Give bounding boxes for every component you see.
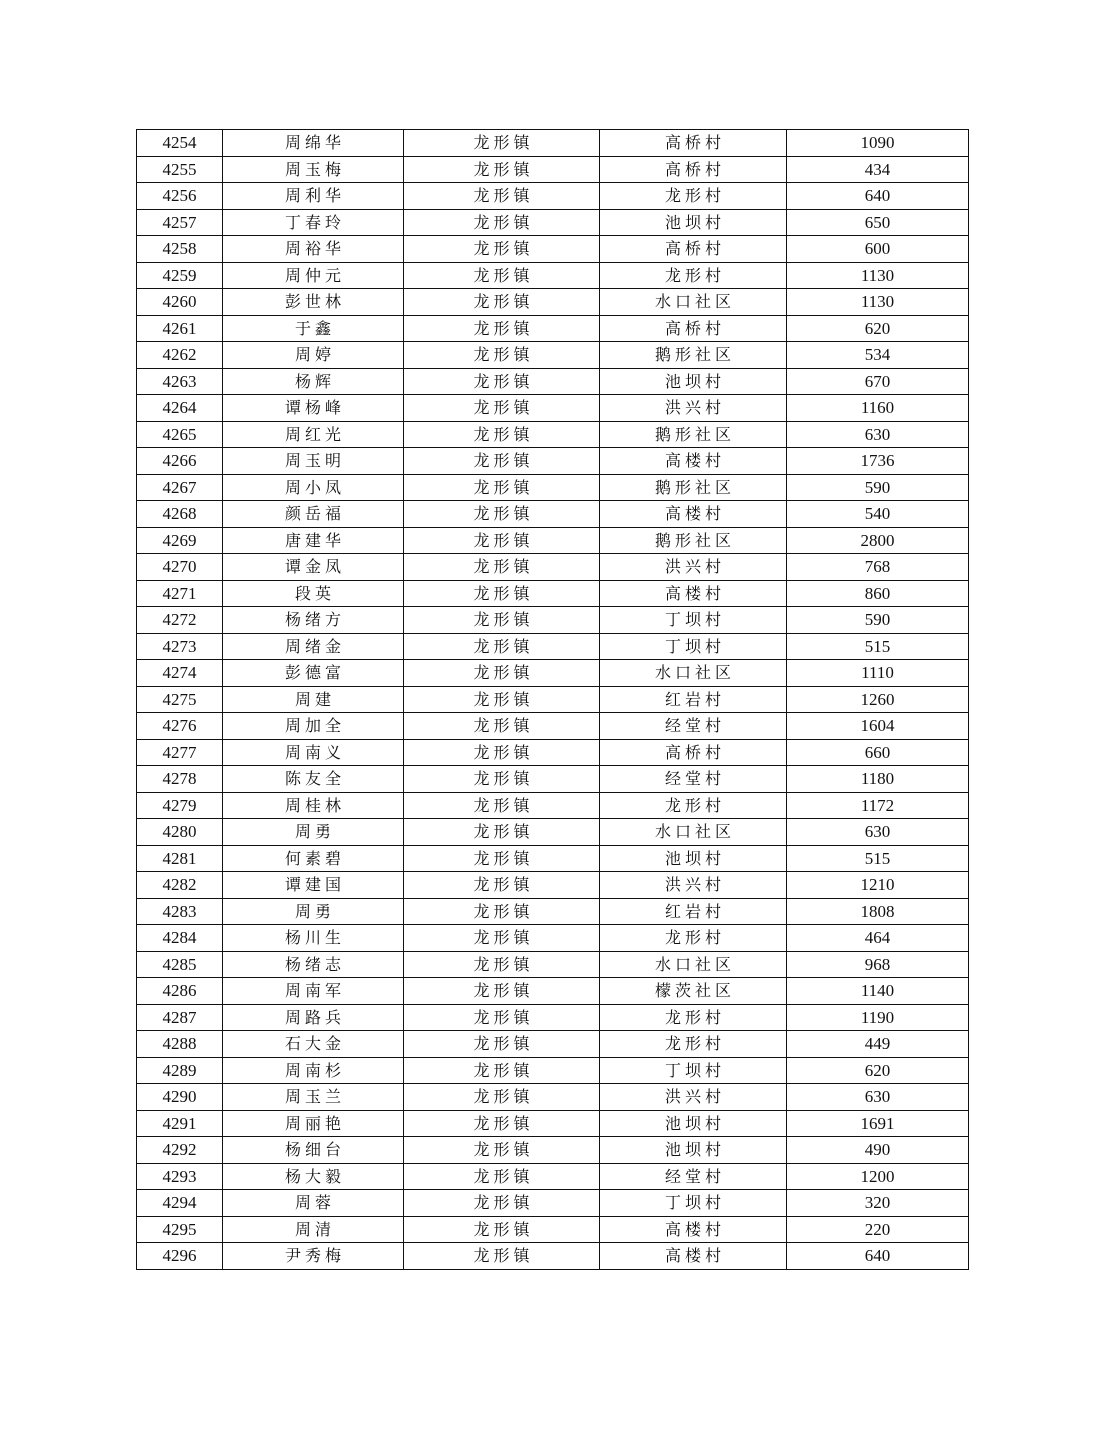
cell-village: 檬茨社区	[600, 978, 787, 1005]
cell-town: 龙形镇	[404, 925, 600, 952]
cell-amount: 1160	[787, 395, 969, 422]
cell-name: 周桂林	[223, 792, 404, 819]
cell-town: 龙形镇	[404, 845, 600, 872]
cell-village: 洪兴村	[600, 395, 787, 422]
cell-amount: 320	[787, 1190, 969, 1217]
cell-name: 周绪金	[223, 633, 404, 660]
cell-village: 丁坝村	[600, 1057, 787, 1084]
cell-town: 龙形镇	[404, 130, 600, 157]
table-row	[137, 951, 969, 978]
cell-town: 龙形镇	[404, 554, 600, 581]
cell-index: 4273	[137, 633, 223, 660]
cell-amount: 1140	[787, 978, 969, 1005]
cell-amount: 434	[787, 156, 969, 183]
cell-village: 高楼村	[600, 448, 787, 475]
cell-village: 丁坝村	[600, 607, 787, 634]
cell-town: 龙形镇	[404, 607, 600, 634]
cell-name: 谭金凤	[223, 554, 404, 581]
cell-index: 4255	[137, 156, 223, 183]
cell-index: 4293	[137, 1163, 223, 1190]
cell-town: 龙形镇	[404, 395, 600, 422]
cell-amount: 1604	[787, 713, 969, 740]
cell-name: 杨川生	[223, 925, 404, 952]
cell-town: 龙形镇	[404, 660, 600, 687]
table-row	[137, 1057, 969, 1084]
cell-town: 龙形镇	[404, 1110, 600, 1137]
cell-name: 谭建国	[223, 872, 404, 899]
cell-amount: 449	[787, 1031, 969, 1058]
cell-town: 龙形镇	[404, 262, 600, 289]
cell-village: 高楼村	[600, 501, 787, 528]
cell-village: 水口社区	[600, 660, 787, 687]
table-row	[137, 607, 969, 634]
cell-amount: 590	[787, 607, 969, 634]
table-row	[137, 262, 969, 289]
cell-village: 丁坝村	[600, 633, 787, 660]
cell-index: 4276	[137, 713, 223, 740]
cell-town: 龙形镇	[404, 766, 600, 793]
table-row	[137, 209, 969, 236]
cell-village: 高桥村	[600, 739, 787, 766]
cell-name: 周利华	[223, 183, 404, 210]
table-row	[137, 342, 969, 369]
cell-name: 周玉明	[223, 448, 404, 475]
cell-index: 4269	[137, 527, 223, 554]
cell-name: 周勇	[223, 898, 404, 925]
cell-index: 4265	[137, 421, 223, 448]
cell-village: 经堂村	[600, 766, 787, 793]
cell-index: 4254	[137, 130, 223, 157]
cell-village: 高楼村	[600, 1216, 787, 1243]
cell-amount: 1210	[787, 872, 969, 899]
cell-name: 杨大毅	[223, 1163, 404, 1190]
cell-town: 龙形镇	[404, 474, 600, 501]
cell-village: 龙形村	[600, 925, 787, 952]
cell-index: 4263	[137, 368, 223, 395]
cell-name: 彭德富	[223, 660, 404, 687]
table-row	[137, 1137, 969, 1164]
cell-name: 周路兵	[223, 1004, 404, 1031]
table-row	[137, 766, 969, 793]
cell-village: 水口社区	[600, 289, 787, 316]
cell-town: 龙形镇	[404, 580, 600, 607]
table-row	[137, 1031, 969, 1058]
cell-town: 龙形镇	[404, 1163, 600, 1190]
cell-name: 唐建华	[223, 527, 404, 554]
cell-amount: 768	[787, 554, 969, 581]
cell-index: 4285	[137, 951, 223, 978]
table-row	[137, 501, 969, 528]
cell-amount: 1090	[787, 130, 969, 157]
cell-amount: 220	[787, 1216, 969, 1243]
cell-village: 经堂村	[600, 713, 787, 740]
cell-town: 龙形镇	[404, 872, 600, 899]
cell-name: 谭杨峰	[223, 395, 404, 422]
cell-name: 周丽艳	[223, 1110, 404, 1137]
cell-amount: 630	[787, 1084, 969, 1111]
table-row	[137, 819, 969, 846]
cell-town: 龙形镇	[404, 156, 600, 183]
table-row	[137, 474, 969, 501]
table-row	[137, 315, 969, 342]
cell-village: 池坝村	[600, 1110, 787, 1137]
cell-village: 洪兴村	[600, 872, 787, 899]
cell-village: 水口社区	[600, 819, 787, 846]
table-row	[137, 1163, 969, 1190]
cell-town: 龙形镇	[404, 1137, 600, 1164]
cell-town: 龙形镇	[404, 1190, 600, 1217]
table-row	[137, 713, 969, 740]
cell-amount: 534	[787, 342, 969, 369]
cell-village: 龙形村	[600, 792, 787, 819]
cell-amount: 590	[787, 474, 969, 501]
table-body	[137, 130, 969, 1270]
cell-name: 周清	[223, 1216, 404, 1243]
cell-name: 石大金	[223, 1031, 404, 1058]
cell-name: 周蓉	[223, 1190, 404, 1217]
table-row	[137, 1084, 969, 1111]
cell-village: 高桥村	[600, 156, 787, 183]
cell-amount: 1172	[787, 792, 969, 819]
cell-index: 4294	[137, 1190, 223, 1217]
cell-index: 4278	[137, 766, 223, 793]
cell-name: 周绵华	[223, 130, 404, 157]
cell-index: 4262	[137, 342, 223, 369]
cell-index: 4289	[137, 1057, 223, 1084]
cell-village: 龙形村	[600, 183, 787, 210]
cell-amount: 968	[787, 951, 969, 978]
cell-town: 龙形镇	[404, 819, 600, 846]
cell-amount: 1260	[787, 686, 969, 713]
cell-amount: 1736	[787, 448, 969, 475]
cell-index: 4282	[137, 872, 223, 899]
cell-name: 周建	[223, 686, 404, 713]
table-row	[137, 686, 969, 713]
cell-village: 鹅形社区	[600, 342, 787, 369]
cell-name: 丁春玲	[223, 209, 404, 236]
cell-town: 龙形镇	[404, 501, 600, 528]
cell-town: 龙形镇	[404, 1084, 600, 1111]
table-row	[137, 156, 969, 183]
cell-town: 龙形镇	[404, 315, 600, 342]
cell-name: 周仲元	[223, 262, 404, 289]
cell-village: 龙形村	[600, 262, 787, 289]
table-row	[137, 739, 969, 766]
cell-amount: 650	[787, 209, 969, 236]
cell-index: 4296	[137, 1243, 223, 1270]
cell-amount: 640	[787, 1243, 969, 1270]
cell-name: 周红光	[223, 421, 404, 448]
cell-village: 洪兴村	[600, 554, 787, 581]
cell-index: 4275	[137, 686, 223, 713]
table-row	[137, 792, 969, 819]
cell-town: 龙形镇	[404, 951, 600, 978]
cell-village: 经堂村	[600, 1163, 787, 1190]
cell-village: 高楼村	[600, 580, 787, 607]
cell-index: 4281	[137, 845, 223, 872]
cell-town: 龙形镇	[404, 289, 600, 316]
cell-village: 洪兴村	[600, 1084, 787, 1111]
cell-name: 陈友全	[223, 766, 404, 793]
cell-name: 杨辉	[223, 368, 404, 395]
table-row	[137, 183, 969, 210]
cell-index: 4259	[137, 262, 223, 289]
cell-index: 4257	[137, 209, 223, 236]
cell-amount: 515	[787, 633, 969, 660]
cell-village: 鹅形社区	[600, 527, 787, 554]
cell-name: 于鑫	[223, 315, 404, 342]
cell-village: 池坝村	[600, 368, 787, 395]
cell-town: 龙形镇	[404, 368, 600, 395]
cell-village: 龙形村	[600, 1031, 787, 1058]
table-row	[137, 527, 969, 554]
cell-village: 池坝村	[600, 209, 787, 236]
cell-amount: 1110	[787, 660, 969, 687]
cell-name: 周勇	[223, 819, 404, 846]
cell-name: 彭世林	[223, 289, 404, 316]
cell-index: 4290	[137, 1084, 223, 1111]
cell-amount: 515	[787, 845, 969, 872]
cell-index: 4268	[137, 501, 223, 528]
table-row	[137, 130, 969, 157]
table-row	[137, 368, 969, 395]
cell-town: 龙形镇	[404, 1004, 600, 1031]
cell-amount: 490	[787, 1137, 969, 1164]
cell-name: 周南军	[223, 978, 404, 1005]
cell-amount: 860	[787, 580, 969, 607]
cell-name: 周小凤	[223, 474, 404, 501]
cell-amount: 1190	[787, 1004, 969, 1031]
table-row	[137, 1216, 969, 1243]
table-row	[137, 845, 969, 872]
cell-amount: 600	[787, 236, 969, 263]
cell-index: 4266	[137, 448, 223, 475]
cell-index: 4292	[137, 1137, 223, 1164]
cell-name: 周玉梅	[223, 156, 404, 183]
cell-village: 高楼村	[600, 1243, 787, 1270]
cell-amount: 660	[787, 739, 969, 766]
table-row	[137, 289, 969, 316]
cell-town: 龙形镇	[404, 1057, 600, 1084]
cell-name: 颜岳福	[223, 501, 404, 528]
cell-index: 4291	[137, 1110, 223, 1137]
cell-village: 鹅形社区	[600, 421, 787, 448]
cell-amount: 540	[787, 501, 969, 528]
cell-town: 龙形镇	[404, 633, 600, 660]
cell-town: 龙形镇	[404, 448, 600, 475]
table-row	[137, 1110, 969, 1137]
cell-town: 龙形镇	[404, 342, 600, 369]
table-row	[137, 898, 969, 925]
cell-town: 龙形镇	[404, 1031, 600, 1058]
cell-index: 4256	[137, 183, 223, 210]
cell-name: 周加全	[223, 713, 404, 740]
cell-name: 杨绪志	[223, 951, 404, 978]
cell-town: 龙形镇	[404, 898, 600, 925]
cell-name: 周南义	[223, 739, 404, 766]
cell-amount: 2800	[787, 527, 969, 554]
cell-town: 龙形镇	[404, 686, 600, 713]
cell-amount: 1200	[787, 1163, 969, 1190]
cell-name: 杨绪方	[223, 607, 404, 634]
cell-amount: 1180	[787, 766, 969, 793]
cell-town: 龙形镇	[404, 792, 600, 819]
table-row	[137, 421, 969, 448]
cell-index: 4264	[137, 395, 223, 422]
table-row	[137, 236, 969, 263]
cell-index: 4288	[137, 1031, 223, 1058]
cell-name: 何素碧	[223, 845, 404, 872]
table-row	[137, 1190, 969, 1217]
cell-index: 4279	[137, 792, 223, 819]
cell-name: 周玉兰	[223, 1084, 404, 1111]
cell-amount: 630	[787, 421, 969, 448]
cell-amount: 464	[787, 925, 969, 952]
cell-village: 红岩村	[600, 686, 787, 713]
cell-amount: 620	[787, 315, 969, 342]
cell-amount: 1691	[787, 1110, 969, 1137]
cell-village: 丁坝村	[600, 1190, 787, 1217]
cell-town: 龙形镇	[404, 978, 600, 1005]
cell-name: 周婷	[223, 342, 404, 369]
table-row	[137, 872, 969, 899]
cell-index: 4274	[137, 660, 223, 687]
cell-index: 4271	[137, 580, 223, 607]
table-row	[137, 554, 969, 581]
cell-village: 鹅形社区	[600, 474, 787, 501]
cell-index: 4280	[137, 819, 223, 846]
cell-village: 高桥村	[600, 315, 787, 342]
cell-index: 4295	[137, 1216, 223, 1243]
cell-index: 4260	[137, 289, 223, 316]
cell-town: 龙形镇	[404, 713, 600, 740]
cell-village: 池坝村	[600, 1137, 787, 1164]
cell-village: 龙形村	[600, 1004, 787, 1031]
cell-town: 龙形镇	[404, 209, 600, 236]
cell-index: 4258	[137, 236, 223, 263]
table-row	[137, 660, 969, 687]
cell-amount: 670	[787, 368, 969, 395]
table-row	[137, 633, 969, 660]
table-row	[137, 1243, 969, 1270]
table-row	[137, 925, 969, 952]
cell-town: 龙形镇	[404, 1243, 600, 1270]
cell-town: 龙形镇	[404, 1216, 600, 1243]
cell-index: 4284	[137, 925, 223, 952]
cell-index: 4270	[137, 554, 223, 581]
cell-town: 龙形镇	[404, 183, 600, 210]
cell-name: 周裕华	[223, 236, 404, 263]
cell-index: 4283	[137, 898, 223, 925]
cell-town: 龙形镇	[404, 739, 600, 766]
table-row	[137, 1004, 969, 1031]
cell-village: 池坝村	[600, 845, 787, 872]
cell-index: 4261	[137, 315, 223, 342]
cell-town: 龙形镇	[404, 421, 600, 448]
data-table	[136, 129, 969, 1270]
cell-index: 4287	[137, 1004, 223, 1031]
cell-town: 龙形镇	[404, 527, 600, 554]
cell-village: 水口社区	[600, 951, 787, 978]
table-row	[137, 978, 969, 1005]
cell-name: 杨细台	[223, 1137, 404, 1164]
cell-index: 4277	[137, 739, 223, 766]
table-row	[137, 580, 969, 607]
cell-town: 龙形镇	[404, 236, 600, 263]
cell-amount: 630	[787, 819, 969, 846]
cell-amount: 1130	[787, 262, 969, 289]
cell-name: 周南杉	[223, 1057, 404, 1084]
table-row	[137, 448, 969, 475]
cell-amount: 1130	[787, 289, 969, 316]
cell-name: 尹秀梅	[223, 1243, 404, 1270]
cell-index: 4286	[137, 978, 223, 1005]
cell-index: 4272	[137, 607, 223, 634]
cell-village: 高桥村	[600, 130, 787, 157]
cell-name: 段英	[223, 580, 404, 607]
cell-amount: 620	[787, 1057, 969, 1084]
cell-index: 4267	[137, 474, 223, 501]
cell-amount: 640	[787, 183, 969, 210]
cell-amount: 1808	[787, 898, 969, 925]
cell-village: 红岩村	[600, 898, 787, 925]
table-row	[137, 395, 969, 422]
cell-village: 高桥村	[600, 236, 787, 263]
